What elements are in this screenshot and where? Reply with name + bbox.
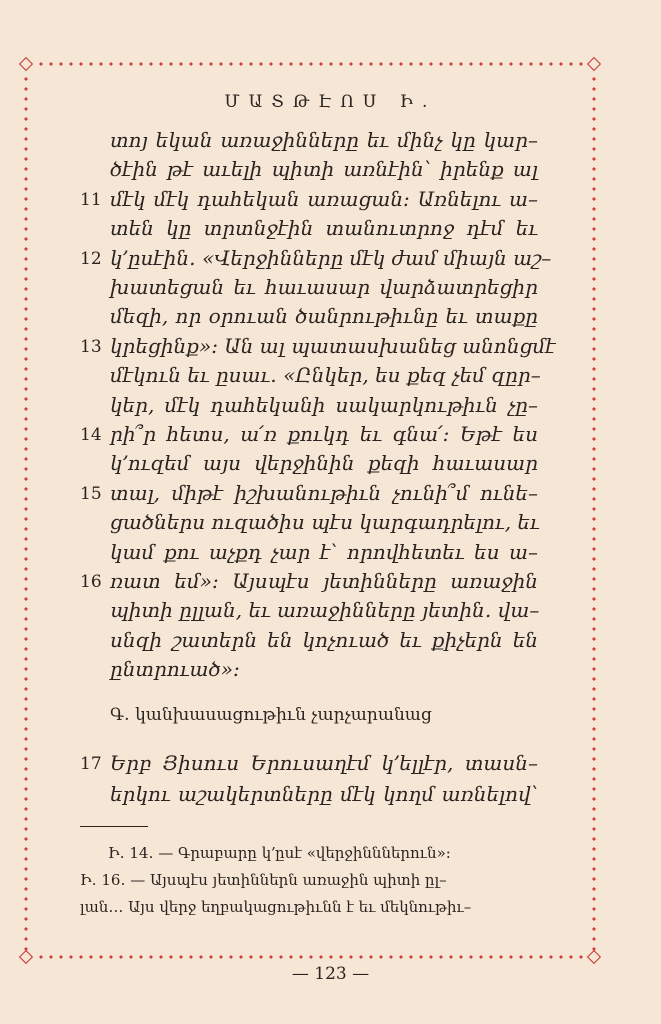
text-line: սնզի շատերն են կոչուած եւ քիչերն են <box>110 627 538 652</box>
text-line: ռատ եմ»։ Այսպէս յետինները առաջին <box>110 569 538 593</box>
footnote-line: լան․․․ Այս վերջ եղբակացութիւնն է եւ մեկնութիւ– <box>80 898 472 916</box>
text-line: կամ քու աչքդ չար է՝ որովհետեւ ես ա– <box>110 539 538 564</box>
border-top <box>26 60 594 68</box>
text-line: տալ, միթէ իշխանութիւն չունի՞մ ունե– <box>110 480 538 505</box>
border-left <box>22 64 30 957</box>
text-line: ընտրուած»։ <box>110 657 240 682</box>
footnote-line: Ի․ 16․ — Այսպէս յետիններն առաջին պիտի ըլ– <box>80 871 447 889</box>
border-right <box>590 64 598 957</box>
verse-number: 17 <box>80 754 102 774</box>
text-line: պիտի ըլլան, եւ առաջինները յետին․ վա– <box>110 598 540 623</box>
text-line: կրեցինք»։ Ան ալ պատասխանեց անոնցմէ <box>110 333 556 358</box>
text-line: ծէին թէ աւելի պիտի առնէին՝ իրենք ալ <box>110 157 538 182</box>
text-line: կ՚ըսէին․ «Վերջինները մէկ ժամ միայն աշ– <box>110 245 552 270</box>
text-line: խատեցան եւ հաւասար վարձատրեցիր <box>110 275 538 299</box>
text-line: մեզի, որ օրուան ծանրութիւնը եւ տաքը <box>110 304 538 329</box>
verse-number: 13 <box>80 336 102 357</box>
text-line: երկու աշակերտները մէկ կողմ առնելով՝ <box>110 782 538 806</box>
text-line: տոյ եկան առաջինները եւ մինչ կը կար– <box>110 128 538 152</box>
text-line: րի՞ր հետս, ա՛ռ քուկդ եւ գնա՛։ Եթէ ես <box>110 422 538 446</box>
footnote-line: Ի․ 14․ — Գրաբարը կ՚ըսէ «վերջինններուն»։ <box>108 844 451 862</box>
verse-number: 11 <box>80 189 102 210</box>
text-line: ցածներս ուզածիս պէս կարգադրելու, եւ <box>110 510 540 535</box>
text-line: մէկ մէկ դահեկան առացան։ Առնելու ա– <box>110 186 538 211</box>
text-line: մէկուն եւ ըսաւ․ «Ընկեր, ես քեզ չեմ զըր– <box>110 363 541 388</box>
verse-number: 12 <box>80 248 102 269</box>
border-bottom <box>26 953 594 961</box>
text-line: կեր, մէկ դահեկանի սակարկութիւն չը– <box>110 392 538 417</box>
section-subheading: Գ․ կանխասացութիւն չարչարանաց <box>110 705 432 725</box>
text-line: կ՚ուզեմ այս վերջինին քեզի հաւասար <box>110 451 538 476</box>
footnote-rule <box>80 826 148 827</box>
running-head: ՄԱՏԹԷՈՍ Ի․ <box>224 92 437 112</box>
verse-number: 15 <box>80 483 102 504</box>
text-line: տեն կը տրտնջէին տանուտրոջ դէմ եւ <box>110 216 538 241</box>
verse-number: 14 <box>80 425 102 445</box>
verse-number: 16 <box>80 572 102 592</box>
text-line: Երբ Յիսուս Երուսաղէմ կ՚ելլէր, տասն– <box>110 751 538 775</box>
page-number: — 123 — <box>291 964 370 984</box>
